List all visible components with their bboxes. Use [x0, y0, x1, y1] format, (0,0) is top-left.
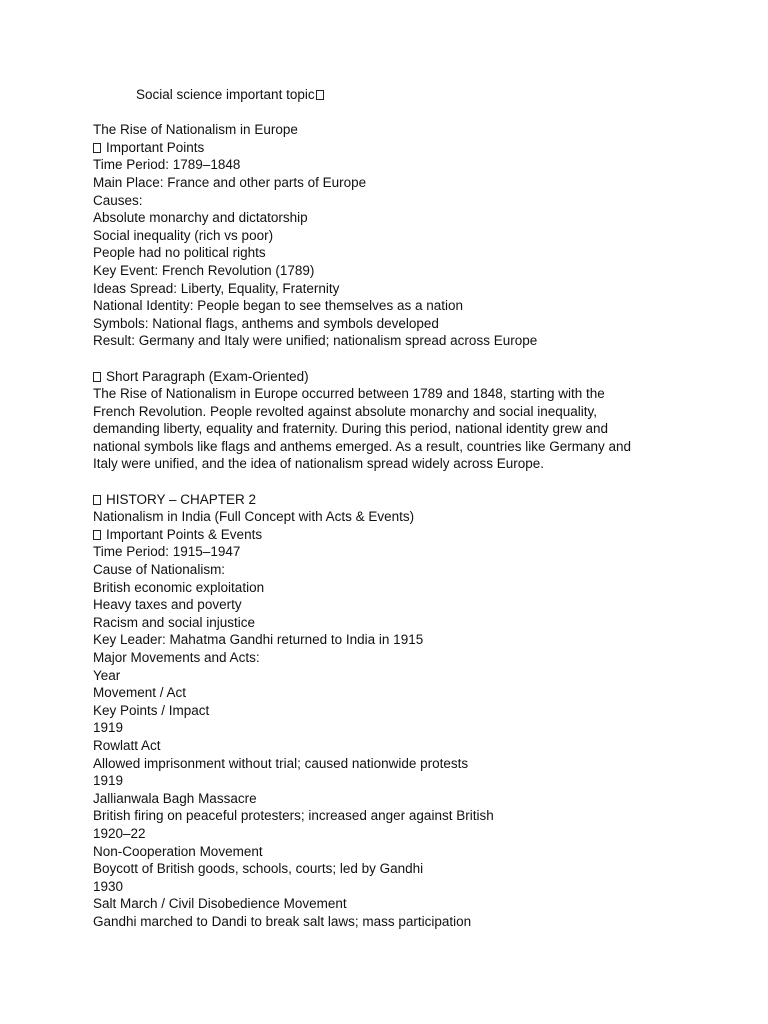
list-item: National Identity: People began to see themselves as a nation	[93, 298, 463, 314]
list-item: British economic exploitation	[93, 579, 265, 595]
list-item: Absolute monarchy and dictatorship	[93, 210, 308, 226]
subheading-text: Important Points & Events	[106, 526, 263, 542]
table-cell: Jallianwala Bagh Massacre	[93, 790, 257, 806]
table-cell: Allowed imprisonment without trial; caused nationwide protests	[93, 755, 469, 771]
missing-glyph-icon	[93, 143, 101, 153]
paragraph-line: demanding liberty, equality and fraternity. During this period, national identity grew and	[93, 421, 609, 437]
list-item: Main Place: France and other parts of Europe	[93, 174, 367, 190]
list-item: Key Event: French Revolution (1789)	[93, 262, 315, 278]
document-title	[136, 86, 733, 104]
paragraph-line: French Revolution. People revolted against absolute monarchy and social inequality,	[93, 403, 598, 419]
table-cell: Year	[93, 667, 121, 683]
list-item: Causes:	[93, 192, 143, 208]
section-heading	[93, 491, 733, 509]
document-title-text: Social science important topic	[136, 87, 315, 102]
section-subheading	[93, 526, 733, 544]
section-heading-text: HISTORY – CHAPTER 2	[106, 491, 257, 507]
table-cell: Salt March / Civil Disobedience Movement	[93, 896, 347, 912]
section-heading	[93, 368, 733, 386]
list-item: Major Movements and Acts:	[93, 650, 260, 665]
table-cell: 1920–22	[93, 825, 146, 841]
blank-line	[93, 104, 733, 122]
list-item: People had no political rights	[93, 245, 266, 261]
paragraph-line: The Rise of Nationalism in Europe occurred between 1789 and 1848, starting with the	[93, 386, 605, 402]
table-cell: Key Points / Impact	[93, 702, 210, 718]
section-subheading	[93, 139, 733, 157]
list-item: Time Period: 1789–1848	[93, 157, 241, 173]
list-item: Symbols: National flags, anthems and symbols developed	[93, 315, 439, 331]
list-item: Heavy taxes and poverty	[93, 597, 242, 613]
missing-glyph-icon	[93, 530, 101, 540]
table-cell: Rowlatt Act	[93, 737, 161, 753]
list-item: Time Period: 1915–1947	[93, 544, 241, 560]
list-item: Racism and social injustice	[93, 614, 256, 630]
section-heading: The Rise of Nationalism in Europe	[93, 122, 298, 138]
table-cell: Boycott of British goods, schools, courts; led by Gandhi	[93, 861, 424, 877]
table-cell: Gandhi marched to Dandi to break salt laws; mass participation	[93, 913, 472, 929]
table-cell: 1930	[93, 878, 124, 894]
chapter-title: Nationalism in India (Full Concept with Acts & Events)	[93, 509, 415, 525]
table-cell: Non-Cooperation Movement	[93, 843, 263, 859]
document-page	[93, 86, 733, 931]
missing-glyph-icon	[93, 372, 101, 382]
table-cell: British firing on peaceful protesters; increased anger against British	[93, 808, 494, 824]
paragraph-line: national symbols like flags and anthems emerged. As a result, countries like Germany and	[93, 438, 632, 454]
list-item: Ideas Spread: Liberty, Equality, Fraternity	[93, 280, 340, 296]
subheading-text: Important Points	[106, 139, 205, 155]
list-item: Result: Germany and Italy were unified; nationalism spread across Europe	[93, 333, 538, 349]
section-heading-text: Short Paragraph (Exam-Oriented)	[106, 368, 309, 384]
table-cell: 1919	[93, 773, 124, 789]
missing-glyph-icon	[316, 90, 324, 100]
paragraph-line: Italy were unified, and the idea of nationalism spread widely across Europe.	[93, 456, 545, 472]
blank-line	[93, 350, 733, 368]
blank-line	[93, 473, 733, 491]
list-item: Key Leader: Mahatma Gandhi returned to India in 1915	[93, 632, 424, 648]
table-cell: 1919	[93, 720, 124, 736]
list-item: Cause of Nationalism:	[93, 562, 226, 578]
table-cell: Movement / Act	[93, 685, 187, 701]
missing-glyph-icon	[93, 495, 101, 505]
list-item: Social inequality (rich vs poor)	[93, 227, 274, 243]
